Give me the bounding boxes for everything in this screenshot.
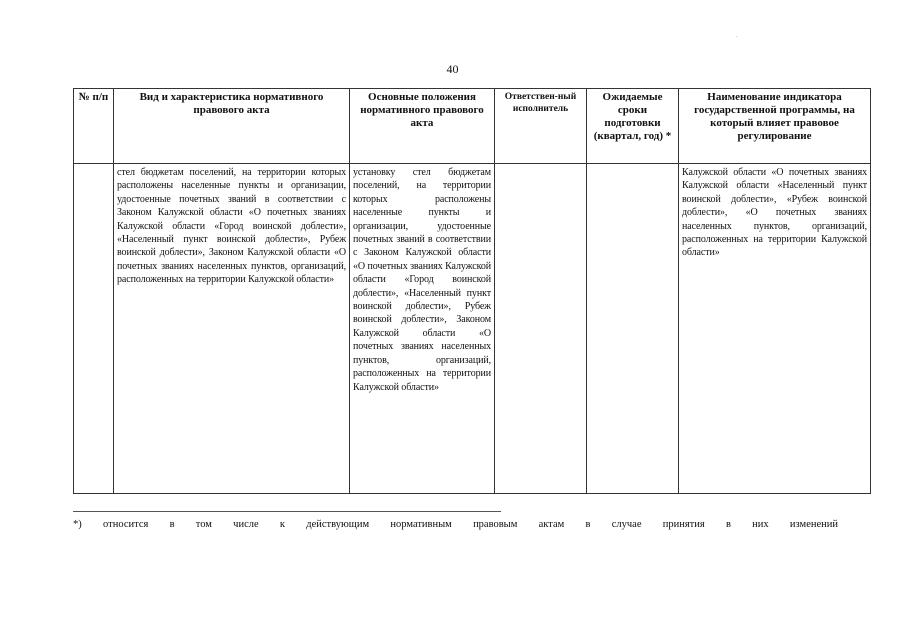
cell-num [74, 164, 114, 494]
cell-indicator: Калужской области «О почетных званиях Калужской области «Населенный пункт воинской доблести», «Рубеж воинской доблести», «О почетных званиях населенных пунктов, организаций, расположенных на территории Калужской области» [679, 164, 871, 494]
cell-provisions: установку стел бюджетам поселений, на территории которых расположены населенные пункты и организации, удостоенные почетных званий в соответствии с Законом Калужской области «О почетных званиях Калужской области «Город воинской доблести», «Населенный пункт воинской доблести», Рубеж воинской доблести», Законом Калужской области «О почетных званиях населенных пунктов, организаций, расположенных на территории Калужской области» [350, 164, 495, 494]
header-deadline: Ожидаемые сроки подготовки (квартал, год) * [587, 89, 679, 164]
legal-acts-table [73, 88, 871, 494]
cell-responsible [495, 164, 587, 494]
footnote: *) относится в том числе к действующим нормативным правовым актам в случае принятия в них изменений [73, 519, 838, 530]
header-act-type: Вид и характеристика нормативного правового акта [114, 89, 350, 164]
page-number: 40 [446, 62, 459, 76]
header-responsible: Ответствен-ный исполнитель [495, 89, 587, 164]
header-num: № п/п [74, 89, 114, 164]
corner-mark: . [736, 33, 738, 39]
footnote-divider [73, 511, 501, 512]
cell-act-type: стел бюджетам поселений, на территории которых расположены населенные пункты и организации, удостоенные почетных званий в соответствии с Законом Калужской области «О почетных званиях Калужской области «Город воинской доблести», «Населенный пункт воинской доблести», Рубеж воинской доблести», Законом Калужской области «О почетных званиях населенных пунктов, организаций, расположенных на территории Калужской области» [114, 164, 350, 494]
table-row [74, 164, 871, 494]
table-header-row [74, 89, 871, 164]
cell-deadline [587, 164, 679, 494]
header-indicator: Наименование индикатора государственной программы, на который влияет правовое регулирование [679, 89, 871, 164]
header-provisions: Основные положения нормативного правового акта [350, 89, 495, 164]
